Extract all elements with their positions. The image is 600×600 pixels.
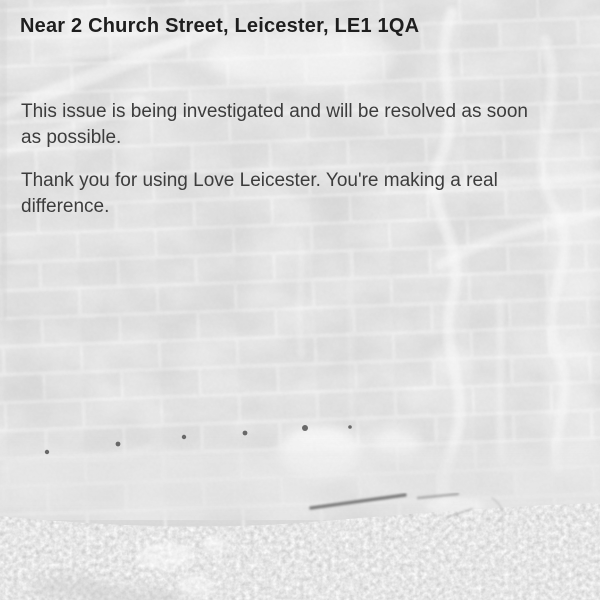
- status-message: This issue is being investigated and will be resolved as soon as possible.: [21, 101, 528, 148]
- thanks-message: Thank you for using Love Leicester. You're making a real difference.: [21, 170, 498, 217]
- location-title: Near 2 Church Street, Leicester, LE1 1QA: [20, 15, 420, 37]
